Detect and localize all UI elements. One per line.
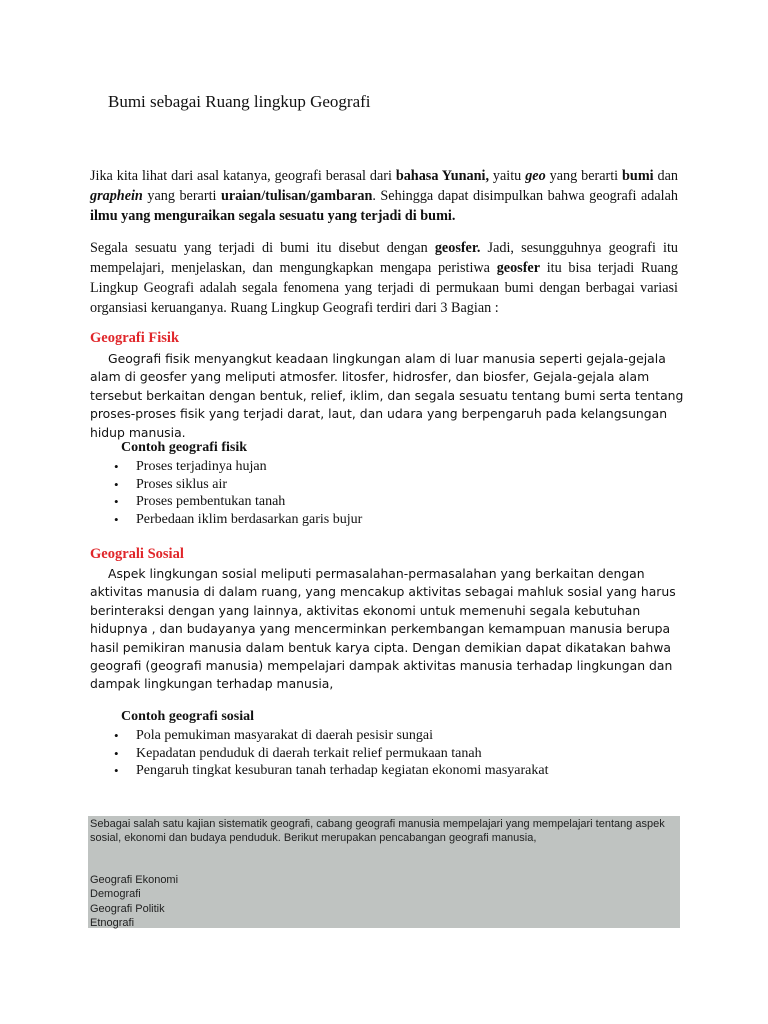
note-list-item: Geografi Ekonomi — [90, 874, 179, 886]
note-list-item: Etnografi — [90, 916, 135, 929]
list-item: • Proses siklus air — [114, 476, 227, 492]
bullet-icon: • — [114, 763, 119, 779]
bullet-icon: • — [114, 728, 119, 743]
note-text: Sebagai salah satu kajian sistematik geografi, cabang geografi manusia mempelajari yang mempelajari tentang aspek sosial, ekonomi dan budaya penduduk. Berikut merupakan pencabangan geografi manusia, — [90, 818, 665, 844]
section-heading-fisik: Geografi Fisik — [90, 330, 180, 346]
bullet-icon: • — [114, 511, 119, 527]
emphasis-text: graphein — [90, 188, 143, 204]
emphasis-text: geosfer. — [434, 240, 481, 256]
fisik-examples-heading: Contoh geografi fisik — [121, 440, 247, 455]
emphasis-text: uraian/tulisan/gambaran — [220, 188, 373, 204]
bullet-icon: • — [114, 476, 119, 492]
list-item: • Perbedaan iklim berdasarkan garis bujur — [114, 511, 363, 527]
emphasis-text: geo — [525, 168, 546, 184]
list-item: • Proses terjadinya hujan — [114, 459, 267, 474]
note-list-item: Demografi — [90, 888, 141, 901]
list-item: • Pengaruh tingkat kesuburan tanah terhadap kegiatan ekonomi masyarakat — [114, 763, 549, 779]
list-item: • Pola pemukiman masyarakat di daerah pesisir sungai — [114, 728, 434, 743]
fisik-paragraph — [90, 350, 690, 442]
intro-paragraph-1: Jika kita lihat dari asal katanya, geografi berasal dari bahasa Yunani, yaitu geo yang berarti bumi dan graphein yang berarti uraian/tulisan/gambaran. Sehingga dapat disimpulkan bahwa geografi adalah ilmu yang menguraikan segala sesuatu yang terjadi di bumi. — [90, 168, 678, 224]
list-item: • Kepadatan penduduk di daerah terkait relief permukaan tanah — [114, 745, 482, 761]
fisik-paragraph-text: Geografi fisik menyangkut keadaan lingkungan alam di luar manusia seperti gejala-gejala alam di geosfer yang meliputi atmosfer. litosfer, hidrosfer, dan biosfer, Gejala-gejala alam tersebut berkaitan dengan bentuk, relief, iklim, dan segala sesuatu tentang bumi serta tentang proses-proses fisik yang terjadi darat, laut, dan udara yang berpengaruh pada kelangsungan hidup manusia. — [90, 351, 684, 440]
emphasis-text: bumi — [622, 168, 654, 184]
page-title: Bumi sebagai Ruang lingkup Geografi — [108, 92, 371, 111]
list-item: • Proses pembentukan tanah — [114, 494, 286, 510]
bullet-icon: • — [114, 745, 119, 761]
note-list-item: Geografi Politik — [90, 902, 165, 915]
sosial-examples-heading: Contoh geografi sosial — [121, 709, 254, 724]
emphasis-text: geosfer — [496, 260, 541, 276]
section-heading-sosial: Geograli Sosial — [90, 546, 184, 562]
emphasis-text: ilmu yang menguraikan segala sesuatu yang terjadi di bumi. — [90, 208, 456, 224]
note-list — [90, 873, 678, 930]
note-box — [88, 816, 680, 928]
emphasis-text: bahasa Yunani, — [395, 168, 489, 184]
sosial-paragraph — [90, 565, 690, 694]
sosial-examples-list — [112, 727, 548, 780]
bullet-icon: • — [114, 459, 119, 474]
bullet-icon: • — [114, 494, 119, 510]
intro-paragraph-2: Segala sesuatu yang terjadi di bumi itu disebut dengan geosfer. Jadi, sesungguhnya geografi itu mempelajari, menjelaskan, dan mengungkapkan mengapa peristiwa geosfer itu bisa terjadi Ruang Lingkup Geografi adalah segala fenomena yang terjadi di permukaan bumi dengan berbagai variasi organsiasi keruanganya. Ruang Lingkup Geografi terdiri dari 3 Bagian : — [90, 240, 679, 316]
fisik-examples-list — [112, 458, 362, 528]
sosial-paragraph-text: Aspek lingkungan sosial meliputi permasalahan-permasalahan yang berkaitan dengan aktivitas manusia di dalam ruang, yang mencakup aktivitas sebagai mahluk sosial yang harus berinteraksi dengan yang lainnya, aktivitas ekonomi untuk memenuhi segala kebutuhan hidupnya , dan budayanya yang mencerminkan perkembangan kemampuan manusia berupa hasil pemikiran manusia dalam bentuk karya cipta. Dengan demikian dapat dikatakan bahwa geografi (geografi manusia) mempelajari dampak aktivitas manusia terhadap lingkungan dan dampak lingkungan terhadap manusia, — [90, 566, 676, 692]
